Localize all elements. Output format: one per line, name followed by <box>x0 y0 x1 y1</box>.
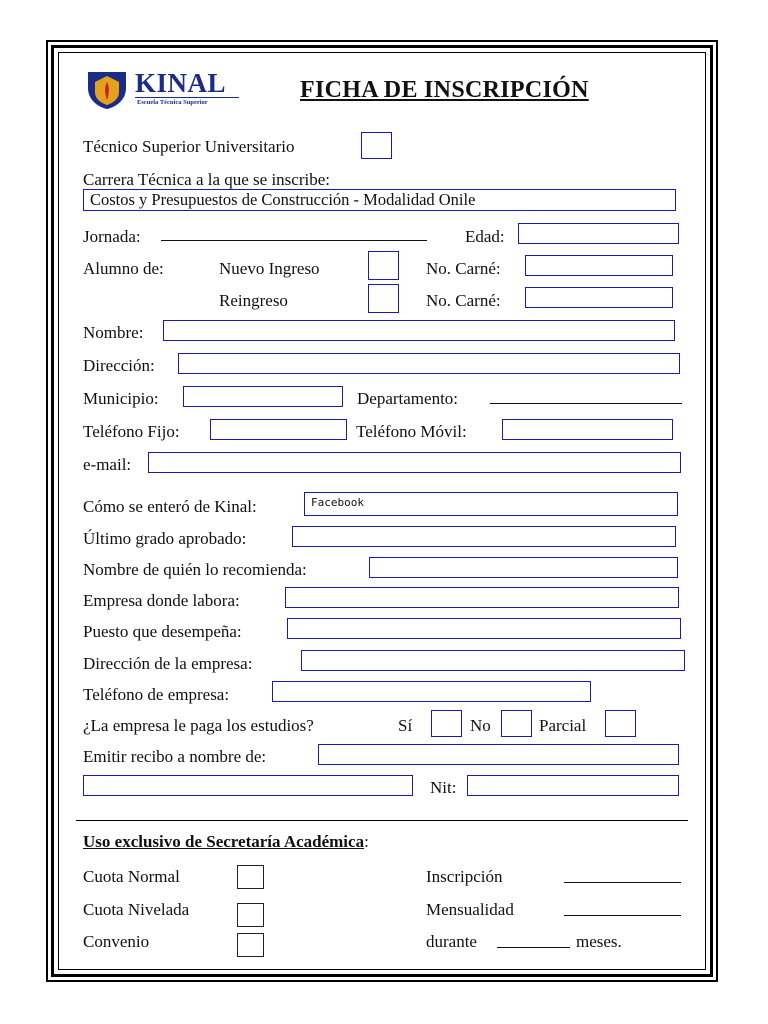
parcial-label: Parcial <box>539 716 587 735</box>
cuota-nivelada-label: Cuota Nivelada <box>83 900 190 919</box>
como-se-entero-value: Facebook <box>311 496 364 509</box>
telefono-movil-label: Teléfono Móvil: <box>356 422 467 441</box>
kinal-shield-logo-icon <box>86 70 128 110</box>
direccion-empresa-label: Dirección de la empresa: <box>83 654 253 673</box>
reingreso-label: Reingreso <box>219 291 288 310</box>
carrera-field[interactable] <box>83 189 676 211</box>
mensualidad-label: Mensualidad <box>426 900 514 919</box>
nombre-label: Nombre: <box>83 323 144 342</box>
direccion-label: Dirección: <box>83 356 155 375</box>
ultimo-grado-label: Último grado aprobado: <box>83 529 247 548</box>
tecnico-label: Técnico Superior Universitario <box>83 137 295 156</box>
departamento-label: Departamento: <box>357 389 459 408</box>
parcial-checkbox[interactable] <box>605 710 636 737</box>
edad-field[interactable] <box>518 223 679 244</box>
alumno-label: Alumno de: <box>83 259 164 278</box>
brand-subtitle: Escuela Técnica Superior <box>137 99 208 106</box>
durante-line[interactable] <box>497 947 570 948</box>
email-label: e-mail: <box>83 455 132 474</box>
nuevo-ingreso-checkbox[interactable] <box>368 251 399 280</box>
empresa-label: Empresa donde labora: <box>83 591 240 610</box>
como-se-entero-label: Cómo se enteró de Kinal: <box>83 497 257 516</box>
no-label: No <box>470 716 491 735</box>
telefono-empresa-label: Teléfono de empresa: <box>83 685 230 704</box>
telefono-movil-field[interactable] <box>502 419 673 440</box>
direccion-field[interactable] <box>178 353 680 374</box>
jornada-line[interactable] <box>161 240 427 241</box>
cuota-normal-label: Cuota Normal <box>83 867 180 886</box>
departamento-line[interactable] <box>490 403 682 404</box>
reingreso-checkbox[interactable] <box>368 284 399 313</box>
cuota-nivelada-checkbox[interactable] <box>237 903 264 927</box>
inscripcion-label: Inscripción <box>426 867 503 886</box>
telefono-fijo-field[interactable] <box>210 419 347 440</box>
recomienda-label: Nombre de quién lo recomienda: <box>83 560 307 579</box>
empresa-field[interactable] <box>285 587 679 608</box>
cuota-normal-checkbox[interactable] <box>237 865 264 889</box>
municipio-label: Municipio: <box>83 389 159 408</box>
si-checkbox[interactable] <box>431 710 462 737</box>
recibo-field-continued[interactable] <box>83 775 413 796</box>
recibo-label: Emitir recibo a nombre de: <box>83 747 267 766</box>
mensualidad-line[interactable] <box>564 915 681 916</box>
meses-label: meses. <box>576 932 622 951</box>
municipio-field[interactable] <box>183 386 343 407</box>
carne-label-2: No. Carné: <box>426 291 501 310</box>
recomienda-field[interactable] <box>369 557 678 578</box>
tecnico-checkbox[interactable] <box>361 132 392 159</box>
ultimo-grado-field[interactable] <box>292 526 676 547</box>
section-divider <box>76 820 688 821</box>
email-field[interactable] <box>148 452 681 473</box>
nit-label: Nit: <box>430 778 457 797</box>
carne-field-2[interactable] <box>525 287 673 308</box>
secretaria-heading <box>83 832 369 852</box>
telefono-empresa-field[interactable] <box>272 681 591 702</box>
recibo-field[interactable] <box>318 744 679 765</box>
puesto-label: Puesto que desempeña: <box>83 622 242 641</box>
direccion-empresa-field[interactable] <box>301 650 685 671</box>
nit-field[interactable] <box>467 775 679 796</box>
como-se-entero-field[interactable] <box>304 492 678 516</box>
secretaria-heading-text: Uso exclusivo de Secretaría Académica <box>83 832 365 851</box>
paga-estudios-label: ¿La empresa le paga los estudios? <box>83 716 314 735</box>
puesto-field[interactable] <box>287 618 681 639</box>
carne-field-1[interactable] <box>525 255 673 276</box>
telefono-fijo-label: Teléfono Fijo: <box>83 422 180 441</box>
secretaria-heading-colon: : <box>364 832 369 851</box>
carrera-label: Carrera Técnica a la que se inscribe: <box>83 170 330 189</box>
jornada-label: Jornada: <box>83 227 141 246</box>
convenio-label: Convenio <box>83 932 150 951</box>
brand-name: KINAL <box>135 68 227 98</box>
no-checkbox[interactable] <box>501 710 532 737</box>
edad-label: Edad: <box>465 227 505 246</box>
brand-divider <box>135 97 239 98</box>
si-label: Sí <box>398 716 413 735</box>
durante-label: durante <box>426 932 477 951</box>
carrera-value: Costos y Presupuestos de Construcción - Modalidad Onile <box>90 190 476 209</box>
carne-label-1: No. Carné: <box>426 259 501 278</box>
page-title: FICHA DE INSCRIPCIÓN <box>300 77 589 103</box>
convenio-checkbox[interactable] <box>237 933 264 957</box>
nuevo-ingreso-label: Nuevo Ingreso <box>219 259 320 278</box>
nombre-field[interactable] <box>163 320 675 341</box>
inscripcion-line[interactable] <box>564 882 681 883</box>
